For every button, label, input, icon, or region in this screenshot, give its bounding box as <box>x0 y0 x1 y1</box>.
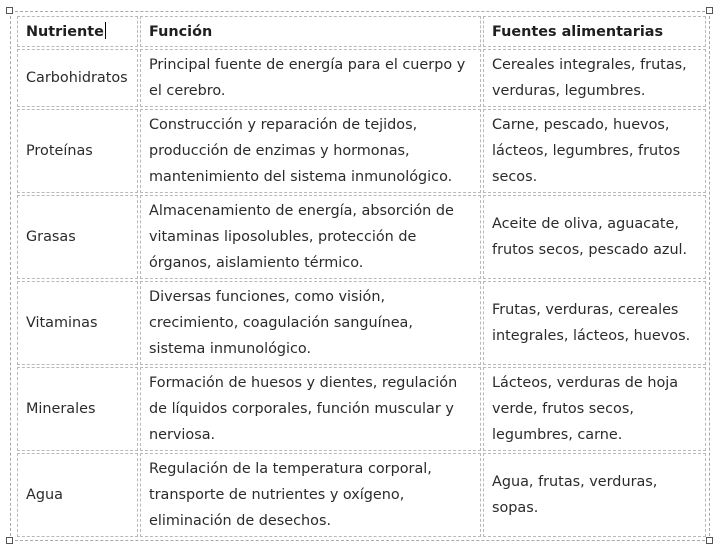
cell-nutrient[interactable]: Grasas <box>17 195 138 279</box>
nutrients-table[interactable] <box>15 14 708 539</box>
header-cell-nutrient[interactable] <box>17 16 138 47</box>
cell-function[interactable]: Diversas funciones, como visión, crecimiento, coagulación sanguínea, sistema inmunológico. <box>140 281 481 365</box>
cell-function[interactable]: Formación de huesos y dientes, regulación de líquidos corporales, función muscular y nerviosa. <box>140 367 481 451</box>
cell-sources[interactable]: Lácteos, verduras de hoja verde, frutos secos, legumbres, carne. <box>483 367 706 451</box>
cell-sources[interactable]: Aceite de oliva, aguacate, frutos secos, pescado azul. <box>483 195 706 279</box>
resize-handle-top-left[interactable] <box>6 7 13 14</box>
resize-handle-top-right[interactable] <box>706 7 713 14</box>
header-label-nutrient: Nutriente <box>26 23 104 40</box>
cell-sources[interactable]: Agua, frutas, verduras, sopas. <box>483 453 706 537</box>
table-row <box>17 195 706 279</box>
cell-function[interactable]: Principal fuente de energía para el cuerpo y el cerebro. <box>140 49 481 107</box>
table-row <box>17 367 706 451</box>
table-header-row <box>17 16 706 47</box>
header-cell-sources[interactable]: Fuentes alimentarias <box>483 16 706 47</box>
resize-handle-bottom-left[interactable] <box>6 537 13 544</box>
cell-function[interactable]: Construcción y reparación de tejidos, producción de enzimas y hormonas, mantenimiento del sistema inmunológico. <box>140 109 481 193</box>
cell-nutrient[interactable]: Proteínas <box>17 109 138 193</box>
cell-nutrient[interactable]: Minerales <box>17 367 138 451</box>
cell-sources[interactable]: Cereales integrales, frutas, verduras, legumbres. <box>483 49 706 107</box>
cell-function[interactable]: Almacenamiento de energía, absorción de vitaminas liposolubles, protección de órganos, aislamiento térmico. <box>140 195 481 279</box>
cell-sources[interactable]: Frutas, verduras, cereales integrales, lácteos, huevos. <box>483 281 706 365</box>
table-row <box>17 453 706 537</box>
cell-nutrient[interactable]: Carbohidratos <box>17 49 138 107</box>
table-row <box>17 109 706 193</box>
cell-sources[interactable]: Carne, pescado, huevos, lácteos, legumbres, frutos secos. <box>483 109 706 193</box>
table-row <box>17 281 706 365</box>
cell-nutrient[interactable]: Vitaminas <box>17 281 138 365</box>
table-row <box>17 49 706 107</box>
cell-nutrient[interactable]: Agua <box>17 453 138 537</box>
cell-function[interactable]: Regulación de la temperatura corporal, transporte de nutrientes y oxígeno, eliminación de desechos. <box>140 453 481 537</box>
header-cell-function[interactable]: Función <box>140 16 481 47</box>
text-cursor <box>105 22 106 39</box>
